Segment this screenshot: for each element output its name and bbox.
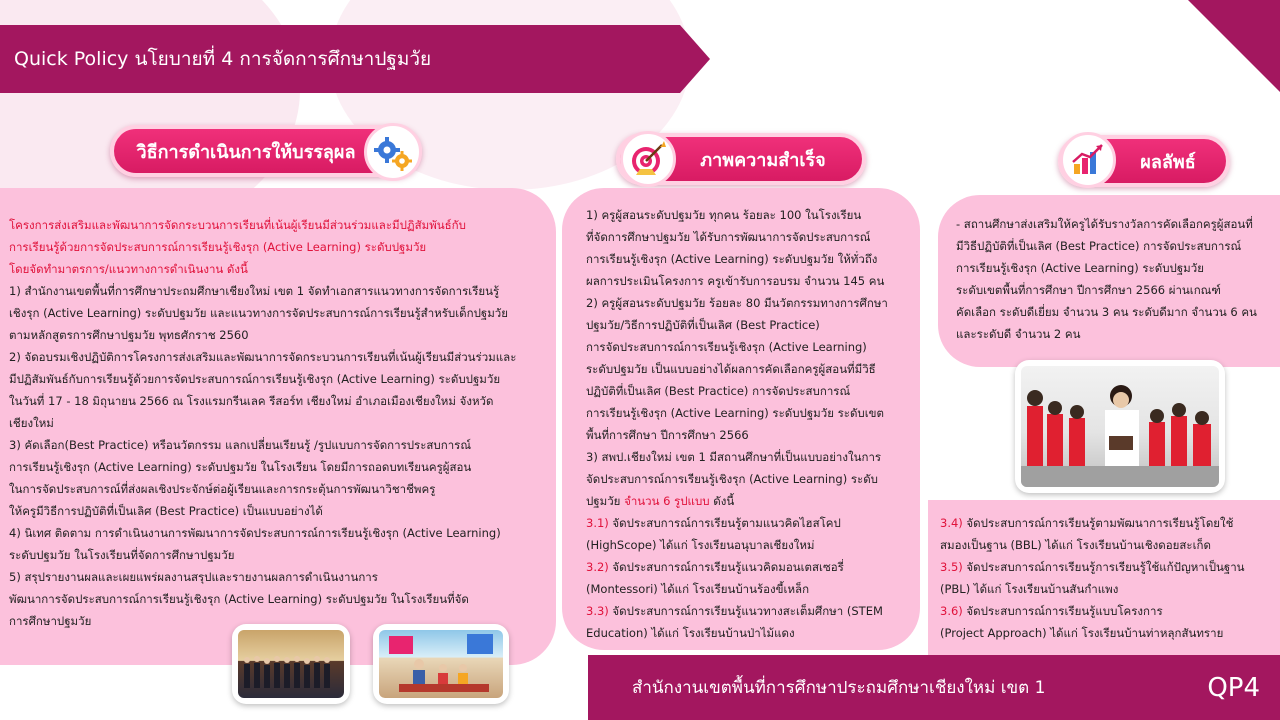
- item-text: จัดประสบการณ์การเรียนรู้ตามแนวคิดไฮสโคป: [608, 516, 841, 530]
- list-item: [586, 512, 912, 534]
- children-photo: [1015, 360, 1225, 493]
- method-line: การเรียนรู้เชิงรุก (Active Learning) ระดับปฐมวัย ในโรงเรียน โดยมีการถอดบทเรียนครูผู้สอน: [9, 460, 472, 474]
- result-line: และระดับดี จำนวน 2 คน: [956, 327, 1081, 341]
- page-title: Quick Policy นโยบายที่ 4 การจัดการศึกษาปฐมวัย: [14, 48, 432, 70]
- list-item: [586, 600, 912, 622]
- success-line-count: [586, 490, 912, 512]
- success-items: [586, 512, 912, 644]
- success-line: ปฐมวัย/วิธีการปฏิบัติที่เป็นเลิศ (Best Practice): [586, 318, 820, 332]
- list-item: [940, 512, 1274, 534]
- success-line: จัดประสบการณ์การเรียนรู้เชิงรุก (Active Learning) ระดับ: [586, 472, 878, 486]
- success-line: ผลการประเมินโครงการ ครูเข้ารับการอบรม จำนวน 145 คน: [586, 274, 885, 288]
- footer-code: QP4: [1207, 672, 1260, 703]
- result-examples-panel: [928, 500, 1280, 655]
- footer-banner: [588, 655, 1280, 720]
- list-item-cont: (HighScope) ได้แก่ โรงเรียนอนุบาลเชียงใหม่: [586, 538, 815, 552]
- method-line: 3) คัดเลือก(Best Practice) หรือนวัตกรรม แลกเปลี่ยนเรียนรู้ /รูปแบบการจัดการประสบการณ์: [9, 438, 471, 452]
- result-line: คัดเลือก ระดับดีเยี่ยม จำนวน 3 คน ระดับดีมาก จำนวน 6 คน: [956, 305, 1257, 319]
- success-line: การเรียนรู้เชิงรุก (Active Learning) ระดับปฐมวัย ให้ทั่วถึง: [586, 252, 878, 266]
- method-line: ในการจัดประสบการณ์ที่ส่งผลเชิงประจักษ์ต่อผู้เรียนและการกระตุ้นการพัฒนาวิชาชีพครู: [9, 482, 436, 496]
- item-number: 3.6): [940, 604, 963, 618]
- section-title-method-label: วิธีการดำเนินการให้บรรลุผล: [136, 141, 356, 163]
- method-line: มีปฏิสัมพันธ์กับการเรียนรู้ด้วยการจัดประสบการณ์การเรียนรู้เชิงรุก (Active Learning) ระดับปฐมวัย: [9, 372, 501, 386]
- success-lines: [586, 204, 912, 512]
- method-intro-line: โดยจัดทำมาตรการ/แนวทางการดำเนินงาน ดังนี้: [9, 262, 248, 276]
- success-line: 3) สพป.เชียงใหม่ เขต 1 มีสถานศึกษาที่เป็นแบบอย่างในการ: [586, 450, 882, 464]
- method-steps: [9, 280, 546, 632]
- success-line: ที่จัดการศึกษาปฐมวัย ได้รับการพัฒนาการจัดประสบการณ์: [586, 230, 871, 244]
- list-item-cont: สมองเป็นฐาน (BBL) ได้แก่ โรงเรียนบ้านเชิงดอยสะเก็ด: [940, 538, 1211, 552]
- success-line: การจัดประสบการณ์การเรียนรู้เชิงรุก (Active Learning): [586, 340, 867, 354]
- section-title-result-label: ผลลัพธ์: [1140, 151, 1196, 173]
- success-line: 2) ครูผู้สอนระดับปฐมวัย ร้อยละ 80 มีนวัตกรรมทางการศึกษา: [586, 296, 888, 310]
- footer-office-name: สำนักงานเขตพื้นที่การศึกษาประถมศึกษาเชียงใหม่ เขต 1: [632, 678, 1046, 698]
- chart-icon: [1060, 132, 1116, 188]
- item-number: 3.4): [940, 516, 963, 530]
- item-text: จัดประสบการณ์การเรียนรู้ตามพัฒนาการเรียนรู้โดยใช้: [962, 516, 1234, 530]
- item-number: 3.5): [940, 560, 963, 574]
- result-line: มีวิธีปฏิบัติที่เป็นเลิศ (Best Practice) การจัดประสบการณ์: [956, 239, 1242, 253]
- list-item: [940, 600, 1274, 622]
- item-number: 3.3): [586, 604, 609, 618]
- target-icon: [620, 131, 676, 187]
- section-title-success-label: ภาพความสำเร็จ: [700, 149, 826, 171]
- list-item: [586, 556, 912, 578]
- method-line: เชียงใหม่: [9, 416, 54, 430]
- list-item: [940, 556, 1274, 578]
- list-item-cont: (PBL) ได้แก่ โรงเรียนบ้านสันกำแพง: [940, 582, 1119, 596]
- success-line-suffix: ดังนี้: [709, 494, 735, 508]
- corner-decoration: [1188, 0, 1280, 92]
- method-line: 5) สรุปรายงานผลและเผยแพร่ผลงานสรุปและรายงานผลการดำเนินงานการ: [9, 570, 378, 584]
- result-line: การเรียนรู้เชิงรุก (Active Learning) ระดับปฐมวัย: [956, 261, 1204, 275]
- result-line: - สถานศึกษาส่งเสริมให้ครูได้รับรางวัลการคัดเลือกครูผู้สอนที่: [956, 217, 1253, 231]
- training-photo: [232, 624, 350, 704]
- method-intro: [9, 214, 546, 280]
- item-number: 3.2): [586, 560, 609, 574]
- method-line: 1) สำนักงานเขตพื้นที่การศึกษาประถมศึกษาเชียงใหม่ เขต 1 จัดทำเอกสารแนวทางการจัดการเรียนรู้: [9, 284, 500, 298]
- success-line: ระดับปฐมวัย เป็นแบบอย่างได้ผลการคัดเลือกครูผู้สอนที่มีวิธี: [586, 362, 876, 376]
- success-line-prefix: ปฐมวัย: [586, 494, 625, 508]
- list-item-cont: (Montessori) ได้แก่ โรงเรียนบ้านร้องขี้เหล็ก: [586, 582, 810, 596]
- method-line: ในวันที่ 17 - 18 มิถุนายน 2566 ณ โรงแรมกรีนเลค รีสอร์ท เชียงใหม่ อำเภอเมืองเชียงใหม่ จังหวัด: [9, 394, 494, 408]
- classroom-photo: [373, 624, 509, 704]
- method-line: 2) จัดอบรมเชิงปฏิบัติการโครงการส่งเสริมและพัฒนาการจัดกระบวนการเรียนที่เน้นผู้เรียนมีส่วนร่วมและ: [9, 350, 517, 364]
- list-item-cont: (Project Approach) ได้แก่ โรงเรียนบ้านท่าหลุกสันทราย: [940, 626, 1224, 640]
- item-text: จัดประสบการณ์การเรียนรู้การเรียนรู้ใช้แก้ปัญหาเป็นฐาน: [962, 560, 1245, 574]
- success-line: การเรียนรู้เชิงรุก (Active Learning) ระดับปฐมวัย ระดับเขต: [586, 406, 884, 420]
- method-line: การศึกษาปฐมวัย: [9, 614, 92, 628]
- item-number: 3.1): [586, 516, 609, 530]
- success-count-highlight: จำนวน 6 รูปแบบ: [624, 494, 710, 508]
- success-line: ปฏิบัติที่เป็นเลิศ (Best Practice) การจัดประสบการณ์: [586, 384, 851, 398]
- item-text: จัดประสบการณ์การเรียนรู้แนวทางสะเต็มศึกษา (STEM: [608, 604, 883, 618]
- item-text: จัดประสบการณ์การเรียนรู้แนวคิดมอนเตสเซอรี่: [608, 560, 844, 574]
- method-line: ให้ครูมีวิธีการปฏิบัติที่เป็นเลิศ (Best Practice) เป็นแบบอย่างได้: [9, 504, 323, 518]
- method-line: ตามหลักสูตรการศึกษาปฐมวัย พุทธศักราช 2560: [9, 328, 249, 342]
- success-line: 1) ครูผู้สอนระดับปฐมวัย ทุกคน ร้อยละ 100 ในโรงเรียน: [586, 208, 862, 222]
- result-line: ระดับเขตพื้นที่การศึกษา ปีการศึกษา 2566 ผ่านเกณฑ์: [956, 283, 1221, 297]
- method-line: 4) นิเทศ ติดตาม การดำเนินงานการพัฒนาการจัดประสบการณ์การเรียนรู้เชิงรุก (Active Learning): [9, 526, 501, 540]
- method-panel: [0, 188, 556, 665]
- list-item-cont: Education) ได้แก่ โรงเรียนบ้านป่าไม้แดง: [586, 626, 795, 640]
- method-intro-line: โครงการส่งเสริมและพัฒนาการจัดกระบวนการเรียนที่เน้นผู้เรียนมีส่วนร่วมและมีปฏิสัมพันธ์กับ: [9, 218, 466, 232]
- result-panel: [938, 195, 1280, 367]
- success-panel: [562, 188, 920, 650]
- gears-icon: [364, 123, 422, 181]
- method-line: ระดับปฐมวัย ในโรงเรียนที่จัดการศึกษาปฐมวัย: [9, 548, 235, 562]
- method-line: พัฒนาการจัดประสบการณ์การเรียนรู้เชิงรุก (Active Learning) ระดับปฐมวัย ในโรงเรียนที่จัด: [9, 592, 469, 606]
- method-line: เชิงรุก (Active Learning) ระดับปฐมวัย และแนวทางการจัดประสบการณ์การเรียนรู้สำหรับเด็กปฐมวัย: [9, 306, 508, 320]
- item-text: จัดประสบการณ์การเรียนรู้แบบโครงการ: [962, 604, 1163, 618]
- method-intro-line: การเรียนรู้ด้วยการจัดประสบการณ์การเรียนรู้เชิงรุก (Active Learning) ระดับปฐมวัย: [9, 240, 427, 254]
- success-line: พื้นที่การศึกษา ปีการศึกษา 2566: [586, 428, 749, 442]
